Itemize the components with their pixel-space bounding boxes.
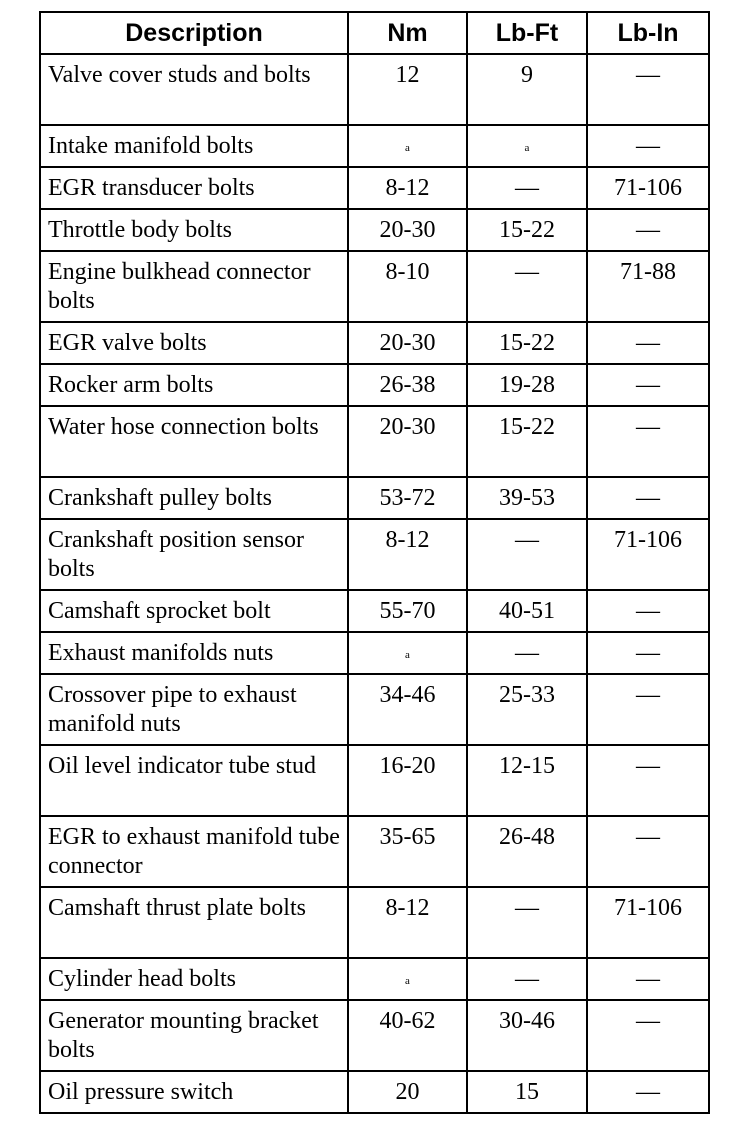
description-cell-text: Intake manifold bolts [48, 133, 254, 159]
nm-cell-text: a [405, 975, 410, 987]
description-cell [40, 745, 348, 816]
table-row [40, 1071, 709, 1113]
table-row [40, 251, 709, 322]
description-cell [40, 958, 348, 1000]
nm-cell [348, 209, 467, 251]
description-cell [40, 477, 348, 519]
table-row [40, 54, 709, 125]
nm-cell-text: 40-62 [379, 1008, 436, 1034]
lb-in-cell-text: — [636, 824, 660, 850]
lb-in-cell-text: — [636, 598, 660, 624]
lb-in-cell [587, 745, 709, 816]
lb-in-cell [587, 1071, 709, 1113]
nm-cell [348, 477, 467, 519]
table-row [40, 364, 709, 406]
description-cell [40, 1000, 348, 1071]
description-cell [40, 322, 348, 364]
nm-cell [348, 958, 467, 1000]
table-row [40, 674, 709, 745]
lb-in-cell [587, 887, 709, 958]
lb-ft-cell-text: 39-53 [499, 485, 555, 511]
lb-ft-cell [467, 590, 587, 632]
description-cell-text: Camshaft thrust plate bolts [48, 895, 306, 921]
lb-in-cell-text: — [636, 414, 660, 440]
description-cell-text: Oil pressure switch [48, 1079, 234, 1105]
nm-cell-text: 8-12 [385, 527, 430, 553]
nm-cell [348, 54, 467, 125]
description-cell [40, 674, 348, 745]
lb-in-cell [587, 364, 709, 406]
nm-cell-text: 26-38 [379, 372, 436, 398]
nm-cell-text: 35-65 [379, 824, 436, 850]
lb-ft-cell-text: 26-48 [499, 824, 555, 850]
description-cell [40, 364, 348, 406]
lb-ft-cell [467, 125, 587, 167]
lb-in-cell [587, 590, 709, 632]
table-row [40, 519, 709, 590]
lb-ft-cell-text: — [515, 966, 539, 992]
lb-ft-cell-text: 30-46 [499, 1008, 555, 1034]
description-cell [40, 125, 348, 167]
lb-ft-cell-text: 9 [521, 62, 533, 88]
description-cell-text: Valve cover studs and bolts [48, 62, 311, 88]
description-cell-text: Throttle body bolts [48, 217, 232, 243]
lb-in-cell [587, 167, 709, 209]
nm-cell [348, 745, 467, 816]
nm-cell [348, 632, 467, 674]
lb-ft-cell-text: 15-22 [499, 330, 555, 356]
lb-ft-cell [467, 322, 587, 364]
lb-ft-cell [467, 632, 587, 674]
lb-in-cell-text: — [636, 1079, 660, 1105]
nm-cell-text: 12 [395, 62, 420, 88]
lb-ft-cell [467, 1000, 587, 1071]
nm-cell-text: 34-46 [379, 682, 436, 708]
lb-in-cell [587, 125, 709, 167]
description-cell-text: Rocker arm bolts [48, 372, 214, 398]
lb-ft-cell [467, 406, 587, 477]
table-row [40, 209, 709, 251]
table-row [40, 887, 709, 958]
lb-ft-cell-text: a [524, 142, 530, 154]
description-cell [40, 519, 348, 590]
description-cell-text: Oil level indicator tube stud [48, 753, 316, 779]
lb-in-cell-text: 71-88 [620, 259, 676, 285]
table-row [40, 167, 709, 209]
lb-ft-cell [467, 887, 587, 958]
lb-in-cell [587, 958, 709, 1000]
lb-ft-cell [467, 54, 587, 125]
lb-in-cell-text: — [636, 682, 660, 708]
table-row [40, 590, 709, 632]
description-cell-text: Cylinder head bolts [48, 966, 236, 992]
lb-in-cell [587, 519, 709, 590]
nm-cell [348, 406, 467, 477]
lb-in-cell-text: — [636, 485, 660, 511]
header-lb-in: Lb-In [587, 12, 709, 54]
header-lb-ft: Lb-Ft [467, 12, 587, 54]
table-row [40, 632, 709, 674]
nm-cell-text: 16-20 [379, 753, 436, 779]
lb-in-cell-text: — [636, 372, 660, 398]
table-row [40, 816, 709, 887]
nm-cell-text: 53-72 [379, 485, 436, 511]
description-cell-text: EGR transducer bolts [48, 175, 255, 201]
lb-in-cell-text: — [636, 133, 660, 159]
lb-in-cell [587, 251, 709, 322]
nm-cell-text: a [405, 649, 410, 661]
lb-ft-cell [467, 251, 587, 322]
lb-ft-cell-text: 40-51 [499, 598, 555, 624]
lb-ft-cell [467, 958, 587, 1000]
nm-cell-text: 8-12 [385, 895, 430, 921]
nm-cell-text: 20-30 [379, 217, 436, 243]
lb-ft-cell [467, 745, 587, 816]
nm-cell [348, 167, 467, 209]
lb-ft-cell-text: 15-22 [499, 414, 555, 440]
nm-cell [348, 364, 467, 406]
nm-cell [348, 1000, 467, 1071]
header-description: Description [40, 12, 348, 54]
lb-in-cell-text: — [636, 966, 660, 992]
table-row [40, 745, 709, 816]
description-cell-text: EGR to exhaust manifold tube connector [48, 824, 340, 879]
lb-ft-cell [467, 167, 587, 209]
nm-cell-text: a [405, 142, 410, 154]
lb-ft-cell [467, 364, 587, 406]
lb-ft-cell [467, 209, 587, 251]
table-row [40, 406, 709, 477]
lb-ft-cell-text: — [515, 895, 539, 921]
lb-ft-cell-text: 19-28 [499, 372, 555, 398]
description-cell [40, 816, 348, 887]
description-cell [40, 251, 348, 322]
table-row [40, 958, 709, 1000]
lb-in-cell [587, 209, 709, 251]
torque-spec-table [39, 11, 710, 1114]
nm-cell-text: 8-10 [385, 259, 430, 285]
lb-in-cell-text: 71-106 [614, 527, 682, 553]
nm-cell [348, 1071, 467, 1113]
description-cell [40, 632, 348, 674]
lb-ft-cell-text: — [515, 175, 539, 201]
lb-in-cell-text: — [636, 330, 660, 356]
description-cell [40, 167, 348, 209]
description-cell-text: Crossover pipe to exhaust manifold nuts [48, 682, 297, 737]
description-cell-text: Generator mounting bracket bolts [48, 1008, 319, 1063]
lb-ft-cell-text: — [515, 640, 539, 666]
table-row [40, 477, 709, 519]
nm-cell-text: 20-30 [379, 330, 436, 356]
nm-cell-text: 55-70 [379, 598, 436, 624]
nm-cell [348, 322, 467, 364]
nm-cell [348, 125, 467, 167]
lb-ft-cell-text: — [515, 527, 539, 553]
header-nm: Nm [348, 12, 467, 54]
lb-in-cell-text: — [636, 62, 660, 88]
description-cell [40, 590, 348, 632]
lb-ft-cell [467, 674, 587, 745]
description-cell-text: Crankshaft pulley bolts [48, 485, 272, 511]
lb-in-cell [587, 632, 709, 674]
description-cell-text: Exhaust manifolds nuts [48, 640, 274, 666]
lb-ft-cell [467, 816, 587, 887]
lb-in-cell-text: 71-106 [614, 895, 682, 921]
nm-cell-text: 20 [395, 1079, 420, 1105]
nm-cell [348, 887, 467, 958]
nm-cell [348, 674, 467, 745]
lb-in-cell [587, 406, 709, 477]
lb-in-cell [587, 1000, 709, 1071]
nm-cell [348, 590, 467, 632]
lb-in-cell [587, 322, 709, 364]
lb-ft-cell [467, 519, 587, 590]
lb-ft-cell [467, 477, 587, 519]
description-cell-text: Camshaft sprocket bolt [48, 598, 271, 624]
lb-ft-cell-text: 25-33 [499, 682, 555, 708]
nm-cell [348, 519, 467, 590]
description-cell [40, 1071, 348, 1113]
lb-in-cell-text: — [636, 753, 660, 779]
table-body [40, 54, 709, 1113]
nm-cell [348, 816, 467, 887]
lb-in-cell-text: — [636, 217, 660, 243]
description-cell [40, 209, 348, 251]
lb-in-cell [587, 674, 709, 745]
table-row [40, 1000, 709, 1071]
description-cell-text: Crankshaft position sensor bolts [48, 527, 304, 582]
nm-cell-text: 20-30 [379, 414, 436, 440]
lb-ft-cell-text: 12-15 [499, 753, 555, 779]
lb-ft-cell-text: 15-22 [499, 217, 555, 243]
table-row [40, 125, 709, 167]
lb-in-cell-text: — [636, 1008, 660, 1034]
table-row [40, 322, 709, 364]
lb-ft-cell-text: — [515, 259, 539, 285]
lb-ft-cell-text: 15 [515, 1079, 539, 1105]
lb-in-cell-text: 71-106 [614, 175, 682, 201]
description-cell-text: Engine bulkhead connector bolts [48, 259, 311, 314]
description-cell-text: Water hose connection bolts [48, 414, 319, 440]
lb-in-cell [587, 816, 709, 887]
description-cell [40, 887, 348, 958]
lb-in-cell [587, 54, 709, 125]
nm-cell-text: 8-12 [385, 175, 430, 201]
description-cell-text: EGR valve bolts [48, 330, 207, 356]
description-cell [40, 406, 348, 477]
torque-spec-table-container [39, 11, 708, 1114]
lb-in-cell [587, 477, 709, 519]
lb-ft-cell [467, 1071, 587, 1113]
nm-cell [348, 251, 467, 322]
description-cell [40, 54, 348, 125]
lb-in-cell-text: — [636, 640, 660, 666]
table-header-row [40, 12, 709, 54]
